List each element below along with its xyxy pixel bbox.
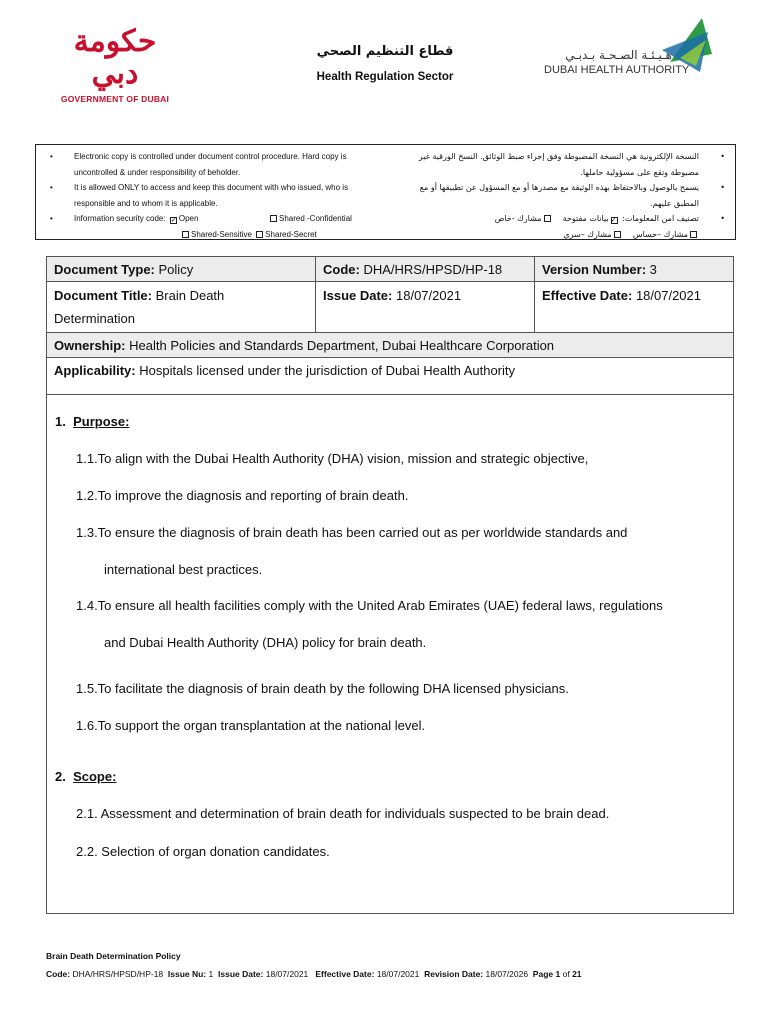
dubai-health-authority-logo	[540, 14, 720, 80]
scope-number: 2.	[55, 769, 66, 784]
control-line: يسمح بالوصول وبالاحتفاظ بهذه الوثيقة مع مصدرها أو مع المسؤول عن تطبيقها أو مع	[419, 183, 699, 192]
control-notice-arabic	[385, 149, 735, 242]
sector-title-english: Health Regulation Sector	[316, 71, 454, 83]
footer-effective-label: Effective Date:	[315, 969, 375, 979]
document-type-value: Policy	[158, 262, 194, 277]
checked-box-icon: ✓	[170, 217, 177, 224]
ownership-cell	[47, 333, 733, 358]
purpose-item-continuation: and Dubai Health Authority (DHA) policy for brain death.	[104, 635, 427, 650]
bullet-icon: •	[720, 152, 725, 161]
option-open: Open	[178, 214, 199, 223]
effective-date-value: 18/07/2021	[635, 288, 702, 303]
footer-issue-no-label: Issue Nu:	[167, 969, 207, 979]
gov-logo-english: GOVERNMENT OF DUBAI	[60, 94, 170, 104]
scope-title: Scope:	[73, 769, 117, 784]
footer-revision-label: Revision Date:	[424, 969, 484, 979]
applicability-value: Hospitals licensed under the jurisdiction of Dubai Health Authority	[139, 363, 516, 378]
ownership-value: Health Policies and Standards Department, Dubai Healthcare Corporation	[129, 338, 555, 353]
version-cell	[535, 257, 733, 282]
purpose-item: 1.1.To align with the Dubai Health Authority (DHA) vision, mission and strategic objective,	[76, 451, 589, 466]
document-title-value-line1: Brain Death	[155, 288, 225, 303]
purpose-item: 1.6.To support the organ transplantation at the national level.	[76, 718, 426, 733]
option-shared-confidential: Shared -Confidential	[279, 214, 352, 223]
footer-effective-value: 18/07/2021	[376, 969, 420, 979]
footer-code-label: Code:	[46, 969, 71, 979]
code-value: DHA/HRS/HPSD/HP-18	[363, 262, 503, 277]
applicability-label: Applicability:	[54, 363, 136, 378]
document-control-notice	[35, 144, 736, 240]
document-type-label: Document Type:	[54, 262, 155, 277]
document-title-value-line2: Determination	[54, 311, 135, 326]
footer-revision-value: 18/07/2026	[485, 969, 529, 979]
control-line: uncontrolled & under responsibility of beholder.	[74, 167, 241, 177]
footer-policy-name: Brain Death Determination Policy	[46, 951, 181, 961]
scope-heading	[55, 769, 116, 784]
effective-date-cell	[535, 282, 733, 333]
control-line: المطبق عليهم.	[650, 198, 699, 208]
footer-issue-date-value: 18/07/2021	[265, 969, 309, 979]
scope-item: 2.1. Assessment and determination of brain death for individuals suspected to be brain dead.	[76, 806, 610, 821]
document-info-table	[46, 256, 734, 914]
footer-page-total: 21	[572, 969, 582, 979]
issue-date-value: 18/07/2021	[396, 288, 462, 303]
footer-page-label: Page	[532, 969, 554, 979]
dha-logo-arabic: هـيـئـة الصـحـة بـدبـي	[565, 48, 672, 62]
checkbox-icon	[256, 231, 263, 238]
purpose-item-continuation: international best practices.	[104, 562, 263, 577]
control-line: responsible and to whom it is applicable.	[74, 198, 218, 208]
control-line: النسخة الإلكترونية هي النسخة المضبوطة وفق إجراء ضبط الوثائق. النسخ الورقية غير	[418, 152, 699, 161]
control-line: Electronic copy is controlled under document control procedure. Hard copy is	[74, 152, 347, 161]
checkbox-icon	[270, 215, 277, 222]
effective-date-label: Effective Date:	[542, 288, 633, 303]
code-cell	[316, 257, 535, 282]
version-value: 3	[649, 262, 657, 277]
sector-title-arabic: قطاع التنظيم الصحي	[316, 44, 454, 59]
sector-heading	[250, 44, 520, 83]
bullet-icon: •	[720, 214, 725, 223]
checkbox-icon	[614, 231, 621, 238]
checkbox-icon	[544, 215, 551, 222]
footer-page-of: of	[562, 969, 570, 979]
option-open-arabic: بيانات مفتوحة	[562, 214, 609, 223]
ownership-label: Ownership:	[54, 338, 126, 353]
footer-issue-date-label: Issue Date:	[218, 969, 264, 979]
government-of-dubai-logo	[50, 24, 180, 104]
footer-issue-no-value: 1	[208, 969, 214, 979]
option-shared-sensitive: Shared-Sensitive	[191, 229, 252, 239]
document-title-cell	[47, 282, 316, 333]
option-shared-sensitive-arabic: مشارك –حساس	[632, 229, 688, 239]
option-shared-secret: Shared-Secret	[265, 229, 317, 239]
purpose-title: Purpose:	[73, 414, 130, 429]
footer-code-value: DHA/HRS/HPSD/HP-18	[72, 969, 164, 979]
control-notice-english	[36, 149, 386, 242]
bullet-icon: •	[720, 183, 725, 192]
purpose-item: 1.4.To ensure all health facilities comply with the United Arab Emirates (UAE) federal laws, regulations	[76, 598, 663, 613]
version-label: Version Number:	[542, 262, 647, 277]
security-code-label: Information security code:	[74, 214, 166, 223]
purpose-number: 1.	[55, 414, 66, 429]
option-shared-private-arabic: مشارك -خاص	[494, 214, 542, 223]
footer-page-current: 1	[555, 969, 561, 979]
bullet-icon: •	[50, 183, 53, 192]
dha-logo-english: DUBAI HEALTH AUTHORITY	[544, 64, 690, 76]
document-type-cell	[47, 257, 316, 282]
control-line: مضبوطة وتقع على مسؤولية حاملها.	[580, 167, 699, 177]
scope-item: 2.2. Selection of organ donation candidates.	[76, 844, 330, 859]
purpose-heading	[55, 414, 129, 429]
checked-box-icon: ✓	[610, 216, 617, 224]
issue-date-label: Issue Date:	[323, 288, 393, 303]
control-line: It is allowed ONLY to access and keep this document with who issued, who is	[74, 183, 349, 192]
checkbox-icon	[182, 231, 189, 238]
applicability-cell	[47, 358, 733, 395]
option-shared-secret-arabic: مشارك –سري	[563, 229, 612, 239]
code-label: Code:	[323, 262, 360, 277]
footer-meta	[46, 969, 582, 979]
document-title-label: Document Title:	[54, 288, 152, 303]
purpose-item: 1.3.To ensure the diagnosis of brain death has been carried out as per worldwide standards and	[76, 525, 628, 540]
checkbox-icon	[690, 231, 697, 238]
purpose-item: 1.2.To improve the diagnosis and reporting of brain death.	[76, 488, 409, 503]
bullet-icon: •	[50, 152, 53, 161]
gov-logo-arabic: حكومة دبي	[73, 24, 157, 91]
purpose-item: 1.5.To facilitate the diagnosis of brain death by the following DHA licensed physicians.	[76, 681, 569, 696]
issue-date-cell	[316, 282, 535, 333]
security-code-label-arabic: تصنيف امن المعلومات:	[622, 214, 699, 223]
bullet-icon: •	[50, 214, 53, 223]
